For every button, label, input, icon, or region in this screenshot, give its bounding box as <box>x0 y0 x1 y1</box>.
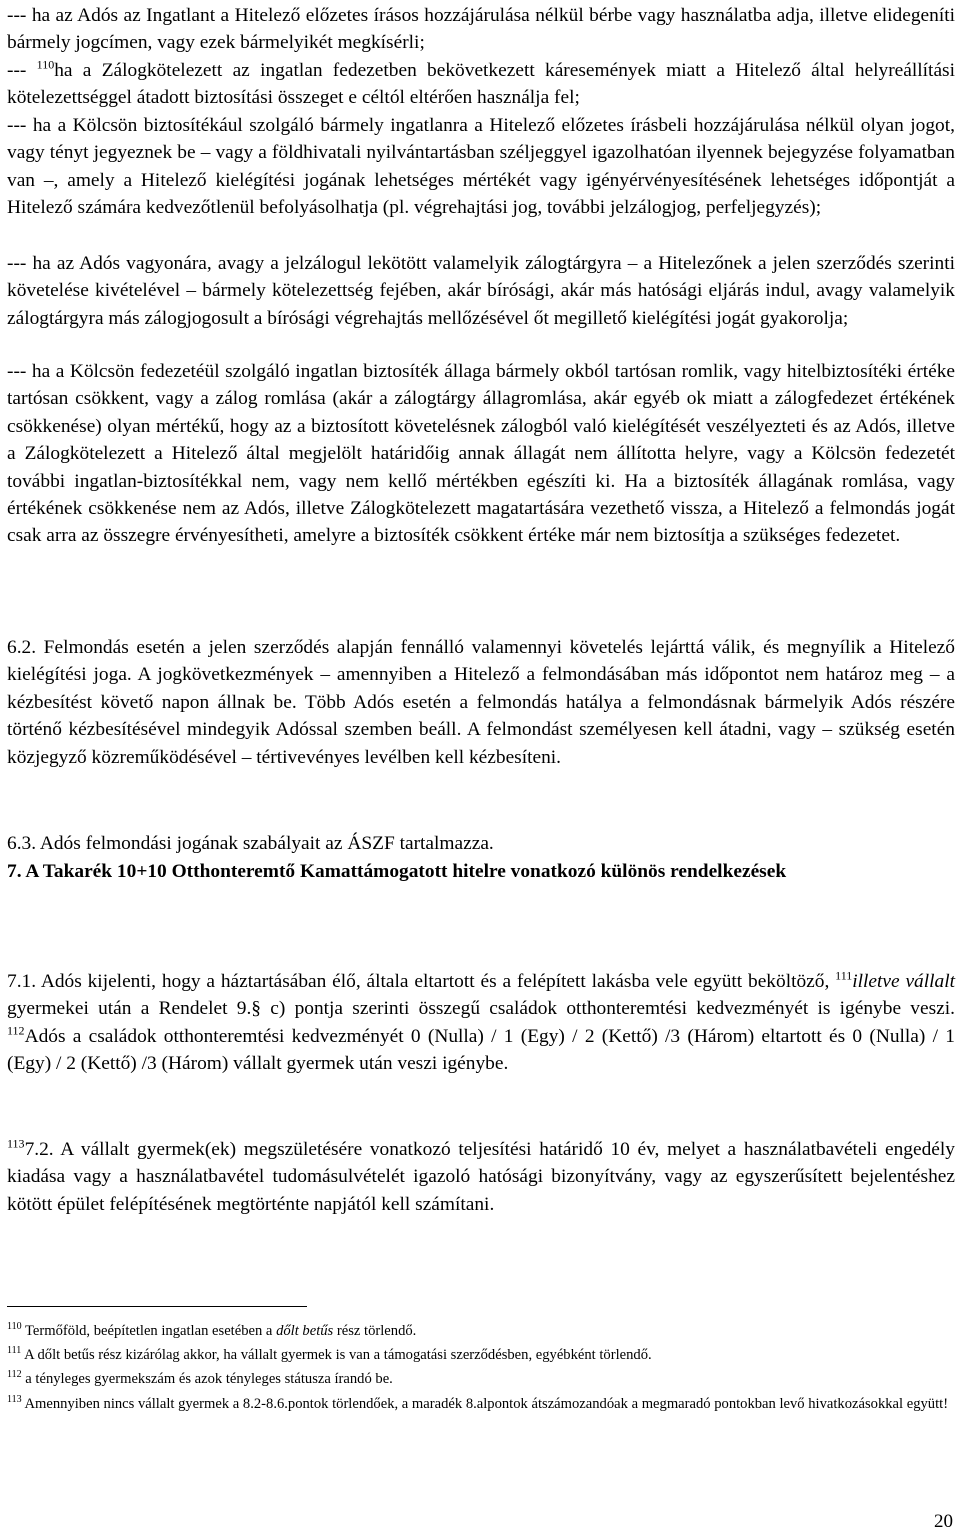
paragraph-text: --- ha az Adós az Ingatlant a Hitelező előzetes írásos hozzájárulása nélkül bérbe vagy használatba adja, illetve elidegeníti bármely jogcímen, vagy ezek bármelyikét megkísérli; <box>7 5 955 54</box>
paragraph-text: --- ha a Kölcsön fedezetéül szolgáló ingatlan biztosíték állaga bármely okból tartósan romlik, vagy hitelbiztosítéki értéke tartósan csökkent, vagy a zálog romlása (akár a zálogtárgy állagromlása, akár egyéb ok miatt a zálogfedezet értékének csökkenése) olyan mértékű, hogy az a biztosított követelésnek zálogból való kielégítését veszélyezteti és az Adós, illetve a Zálogkötelezett a Hitelező által megjelölt határidőig annak állagát nem állította helyre, vagy a Kölcsön fedezetét további ingatlan-biztosítékkal nem, vagy nem kellő mértékben egészíti ki. Ha a biztosíték állagának romlása, vagy értékének csökkenése nem az Adós, illetve Zálogkötelezett magatartására vezethető vissza, a Hitelező a felmondás jogát csak arra az összegre érvényesítheti, amelyre a biztosíték csökkent értéke már nem biztosítja a szükséges fedezetet. <box>7 361 955 547</box>
footnote-text: Termőföld, beépítetlen ingatlan esetében a <box>21 1323 277 1339</box>
paragraph-text: 6.2. Felmondás esetén a jelen szerződés alapján fennálló valamennyi követelés lejárttá válik, és megnyílik a Hitelező kielégítési joga. A jogkövetkezmények – amennyiben a Hitelező a felmondásában más időpontot nem határoz meg – a kézbesítést követő napon állnak be. Több Adós esetén a felmondás hatálya a felmondásnak bármelyik Adós részére történő kézbesítésével mindegyik Adóssal szemben beáll. A felmondást személyesen kell átadni, vagy – szükség esetén közjegyző közreműködésével – tértivevényes levélben kell kézbesíteni. <box>7 637 955 768</box>
footnote-text: rész törlendő. <box>333 1323 417 1339</box>
footnote-ref: 112 <box>7 1023 25 1038</box>
footnote-110 <box>7 1320 955 1342</box>
section-6-3 <box>7 830 955 857</box>
paragraph-text: 7.2. A vállalt gyermek(ek) megszületésére vonatkozó teljesítési határidő 10 év, melyet a használatbavételi engedély kiadása vagy a használatbavétel tudomásulvételét igazoló hatósági bizonyítvány, vagy az egyszerűsített bejelentéshez kötött épület felépítésének megtörténte napjától kell számítani. <box>7 1139 955 1215</box>
footnote-text: Amennyiben nincs vállalt gyermek a 8.2-8.6.pontok törlendőek, a maradék 8.alpontok átszámozandóak a megmaradó pontokban levő hivatkozásokkal együtt! <box>21 1396 949 1412</box>
footnote-number: 110 <box>7 1321 22 1333</box>
paragraph-bullet-lease <box>7 2 955 57</box>
footnote-113 <box>7 1393 955 1415</box>
footnote-number: 113 <box>7 1394 22 1406</box>
section-7-1 <box>7 968 955 1078</box>
footnote-111 <box>7 1344 955 1366</box>
paragraph-text: gyermekei után a Rendelet 9.§ c) pontja szerinti összegű családok otthonteremtési kedvezményét is igénybe veszi. <box>7 998 955 1020</box>
footnote-number: 112 <box>7 1369 22 1381</box>
paragraph-bullet-collateral <box>7 358 955 550</box>
footnote-ref: 113 <box>7 1136 25 1151</box>
footnote-separator <box>7 1306 307 1307</box>
footnote-text: a tényleges gyermekszám és azok tényleges státusza írandó be. <box>21 1371 393 1387</box>
bullet-prefix: --- <box>7 60 37 81</box>
paragraph-bullet-proceedings <box>7 250 955 332</box>
paragraph-text: --- ha az Adós vagyonára, avagy a jelzálogul lekötött valamelyik zálogtárgyra – a Hitelezőnek a jelen szerződés szerinti követelése kivételével – bármely kötelezettség fejében, akár bírósági, akár más hatósági eljárás indul, avagy valamelyik zálogtárgyra más zálogjogosult a bírósági végrehajtás mellőzésével őt megillető kielégítési jogát gyakorolja; <box>7 253 955 329</box>
footnote-ref: 110 <box>36 57 55 72</box>
italic-text: dőlt betűs <box>276 1323 334 1339</box>
footnote-text: A dőlt betűs rész kizárólag akkor, ha vállalt gyermek is van a támogatási szerződésben, egyébként törlendő. <box>21 1347 652 1363</box>
italic-text: illetve vállalt <box>852 971 955 992</box>
paragraph-text: 6.3. Adós felmondási jogának szabályait az ÁSZF tartalmazza. <box>7 833 494 854</box>
section-7-heading <box>7 858 955 885</box>
paragraph-text: ha a Zálogkötelezett az ingatlan fedezetben bekövetkezett káresemények miatt a Hitelező által helyreállítási kötelezettséggel átadott biztosítási összeget e céltól eltérően használja fel; <box>7 60 955 109</box>
paragraph-text: --- ha a Kölcsön biztosítékául szolgáló bármely ingatlanra a Hitelező előzetes írásbeli hozzájárulása nélkül olyan jogot, vagy tényt jegyeznek be – vagy a földhivatali nyilvántartásban széljeggyel igazolhatóan ilyennek bejegyzése folyamatban van –, amely a Hitelező kielégítési jogának lehetséges mértékét vagy igényérvényesítésének lehetséges időpontját a Hitelező számára kedvezőtlenül befolyásolhatja (pl. végrehajtási jog, további jelzálogjog, perfeljegyzés); <box>7 115 955 219</box>
paragraph-text: Adós a családok otthonteremtési kedvezményét 0 (Nulla) / 1 (Egy) / 2 (Kettő) /3 (Három) eltartott és 0 (Nulla) / 1 (Egy) / 2 (Kettő) /3 (Három) vállalt gyermek után veszi igénybe. <box>7 1025 955 1075</box>
heading-text: 7. A Takarék 10+10 Otthonteremtő Kamattámogatott hitelre vonatkozó különös rendelkezések <box>7 861 787 882</box>
footnote-112 <box>7 1368 955 1390</box>
paragraph-text: 7.1. Adós kijelenti, hogy a háztartásában élő, általa eltartott és a felépített lakásba vele együtt beköltöző, <box>7 971 836 992</box>
footnote-ref: 111 <box>835 968 853 983</box>
paragraph-bullet-registration <box>7 112 955 222</box>
section-7-2 <box>7 1136 955 1218</box>
section-6-2 <box>7 634 955 771</box>
paragraph-bullet-insurance <box>7 57 955 112</box>
footnote-number: 111 <box>7 1345 22 1357</box>
page-number: 20 <box>934 1511 953 1532</box>
